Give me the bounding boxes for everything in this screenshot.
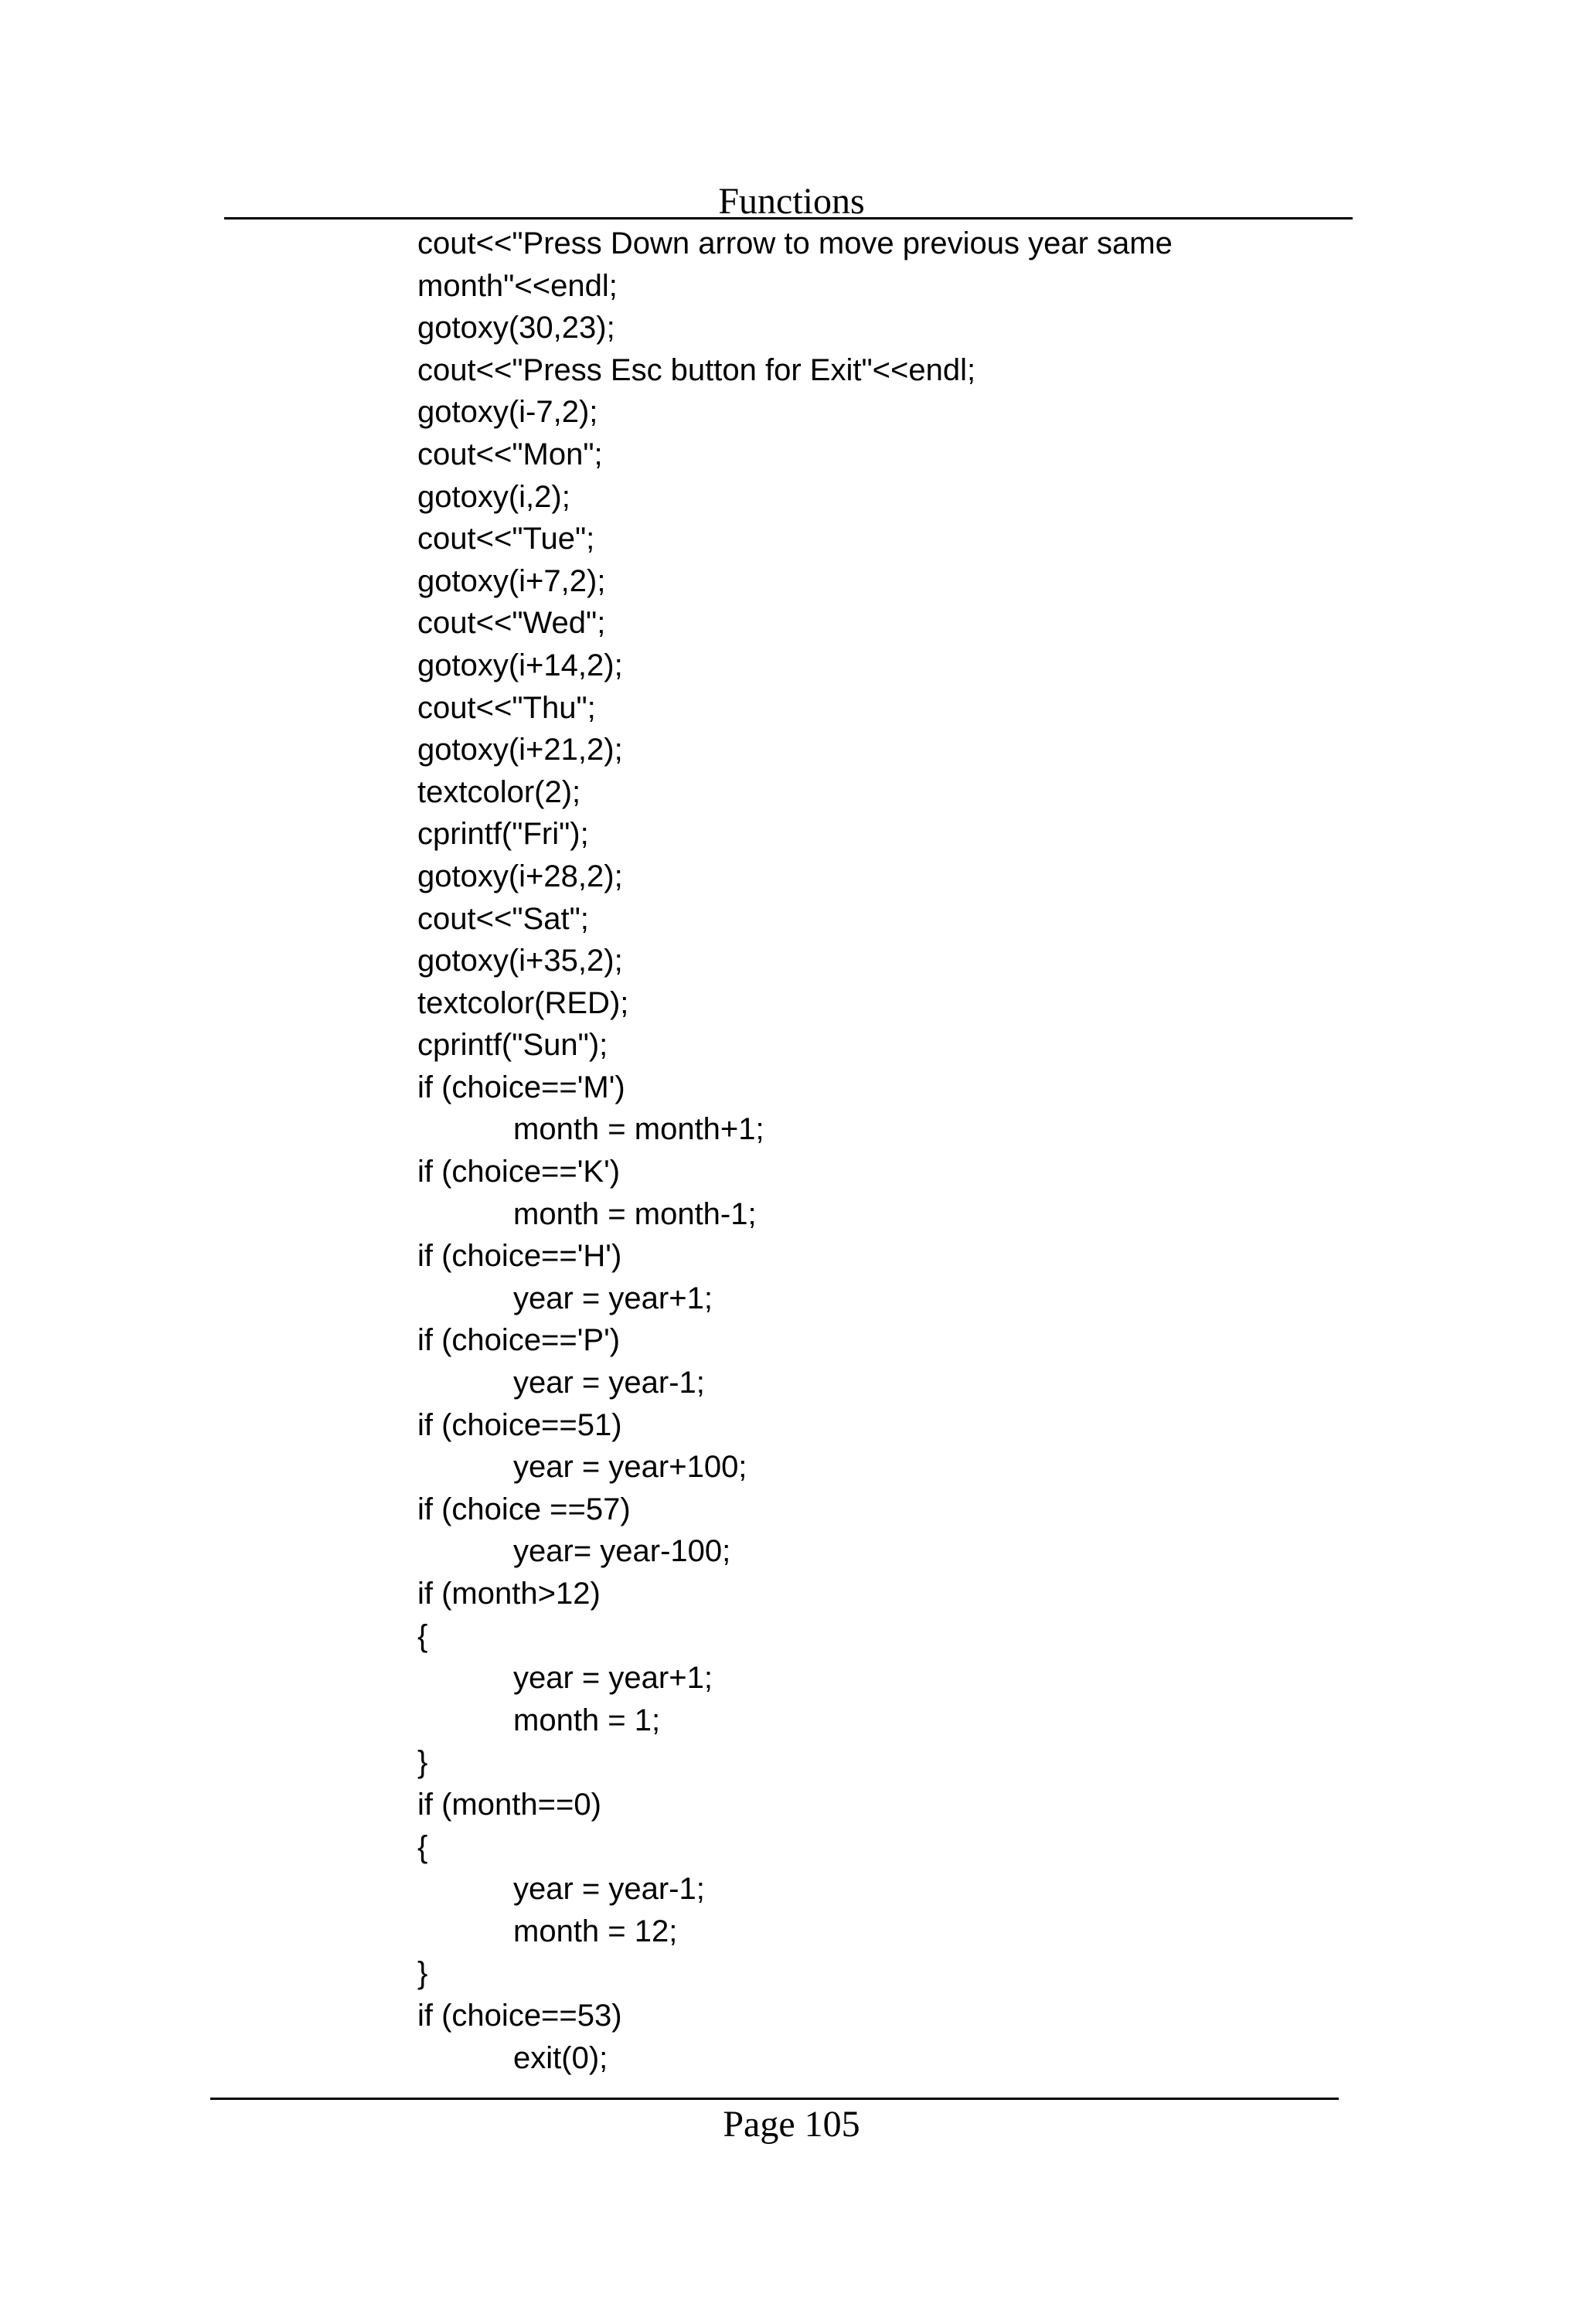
code-line: cout<<"Mon"; [417,437,603,471]
code-line: if (choice=='K') [417,1155,621,1189]
code-line: exit(0); [513,2040,608,2075]
code-line: month = 1; [513,1703,661,1737]
code-line: cout<<"Sat"; [417,901,589,936]
code-line: cout<<"Thu"; [417,690,596,725]
code-line: if (choice=='H') [417,1239,622,1274]
code-line: cout<<"Press Esc button for Exit"<<endl; [417,352,976,387]
code-line: cout<<"Press Down arrow to move previous year same [417,226,1173,260]
code-line: year = year+100; [513,1450,747,1485]
code-line: gotoxy(i-7,2); [417,395,598,430]
code-line: gotoxy(30,23); [417,311,615,345]
code-line: gotoxy(i+7,2); [417,563,606,598]
code-line: if (choice==53) [417,1998,622,2033]
code-line: cprintf("Fri"); [417,817,589,852]
code-line: cout<<"Tue"; [417,522,595,556]
code-line: gotoxy(i+28,2); [417,859,623,893]
code-line: cout<<"Wed"; [417,606,606,641]
code-line: gotoxy(i+35,2); [417,944,623,978]
code-line: month"<<endl; [417,268,618,303]
code-line: cprintf("Sun"); [417,1028,608,1063]
code-line: textcolor(RED); [417,985,629,1020]
code-line: textcolor(2); [417,774,581,809]
code-line: month = month-1; [513,1196,757,1231]
code-line: if (choice=='M') [417,1070,625,1104]
code-line: if (choice ==57) [417,1492,631,1526]
code-line: { [417,1829,428,1864]
code-line: year = year+1; [513,1281,713,1315]
code-listing [417,223,1422,2079]
code-line: } [417,1956,428,1991]
code-line: if (choice==51) [417,1407,622,1442]
code-line: gotoxy(i+14,2); [417,648,623,682]
code-line: month = 12; [513,1914,678,1948]
footer-divider [210,2098,1339,2100]
page-header-title: Functions [718,181,865,222]
code-line: year= year-100; [513,1534,731,1569]
code-line: year = year+1; [513,1661,713,1696]
page-number: Page 105 [723,2104,860,2145]
header-divider [224,217,1353,219]
code-line: { [417,1618,428,1653]
code-line: year = year-1; [513,1366,705,1400]
code-line: if (choice=='P') [417,1323,621,1358]
code-line: } [417,1745,428,1780]
code-line: if (month==0) [417,1787,601,1822]
code-line: if (month>12) [417,1577,601,1611]
code-line: gotoxy(i+21,2); [417,733,623,767]
code-line: year = year-1; [513,1872,705,1907]
code-line: month = month+1; [513,1112,764,1147]
code-line: gotoxy(i,2); [417,479,570,514]
